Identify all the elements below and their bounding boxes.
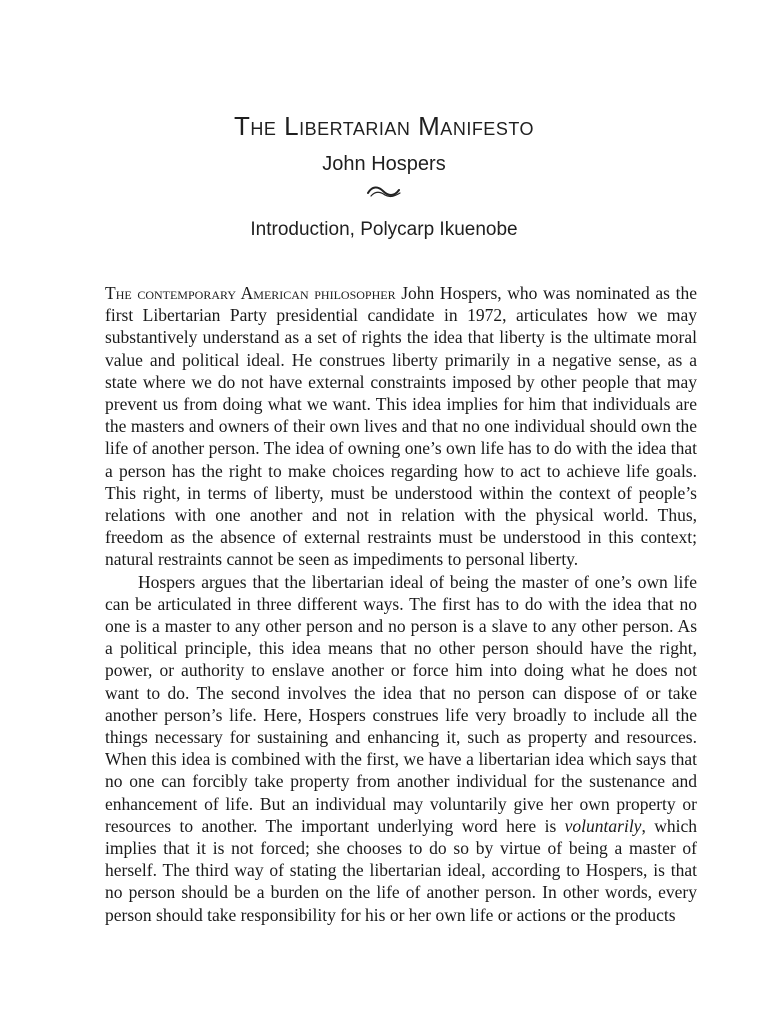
document-title: The Libertarian Manifesto (234, 111, 534, 141)
author-name: John Hospers (322, 153, 446, 175)
swash-ornament-icon (366, 184, 402, 200)
paragraph-text: Hospers argues that the libertarian ideal of being the master of one’s own life can be articulated in three different ways. The first has to do with the idea that no one is a master to any other person and no person is a slave to any other person. As a political principle, this idea means that no other person should have the right, power, or authority to enslave another or force him into doing what he does not want to do. The second involves the idea that no person can dispose of or take another person’s life. Here, Hospers construes life very broadly to include all the things necessary for sustaining and enhancing it, such as property and resources. When this idea is combined with the first, we have a libertarian idea which says that no one can forcibly take property from another individual for the sustenance and enhancement of life. But an individual may voluntarily give her own property or resources to another. The important underlying word here is (105, 571, 697, 836)
body-text (105, 282, 697, 926)
emphasized-word: voluntarily (564, 815, 642, 836)
paragraph (105, 571, 697, 926)
paragraph (105, 282, 697, 571)
paragraph-text: , which implies that it is not forced; she chooses to do so by virtue of being a master of herself. The third way of stating the libertarian ideal, according to Hospers, is that no person should be a burden on the life of another person. In other words, every person should take responsibility for his or her own life or actions or the products (105, 815, 697, 925)
paragraph-text: John Hospers, who was nominated as the first Libertarian Party presidential candidate in 1972, articulates how we may substantively understand as a set of rights the idea that liberty is the ultimate moral value and political ideal. He construes liberty primarily in a negative sense, as a state where we do not have external constraints imposed by other people that may prevent us from doing what we want. This idea implies for him that individuals are the masters and owners of their own lives and that no one individual should own the life of another person. The idea of owning one’s own life has to do with the idea that a person has the right to make choices regarding how to act to achieve life goals. This right, in terms of liberty, must be understood within the context of people’s relations with one another and not in relation with the physical world. Thus, freedom as the absence of external restraints must be understood in this context; natural restraints cannot be seen as impediments to personal liberty. (105, 283, 697, 570)
introduction-credit: Introduction, Polycarp Ikuenobe (250, 219, 518, 240)
paragraph-lead: The contemporary American philosopher (105, 283, 396, 303)
